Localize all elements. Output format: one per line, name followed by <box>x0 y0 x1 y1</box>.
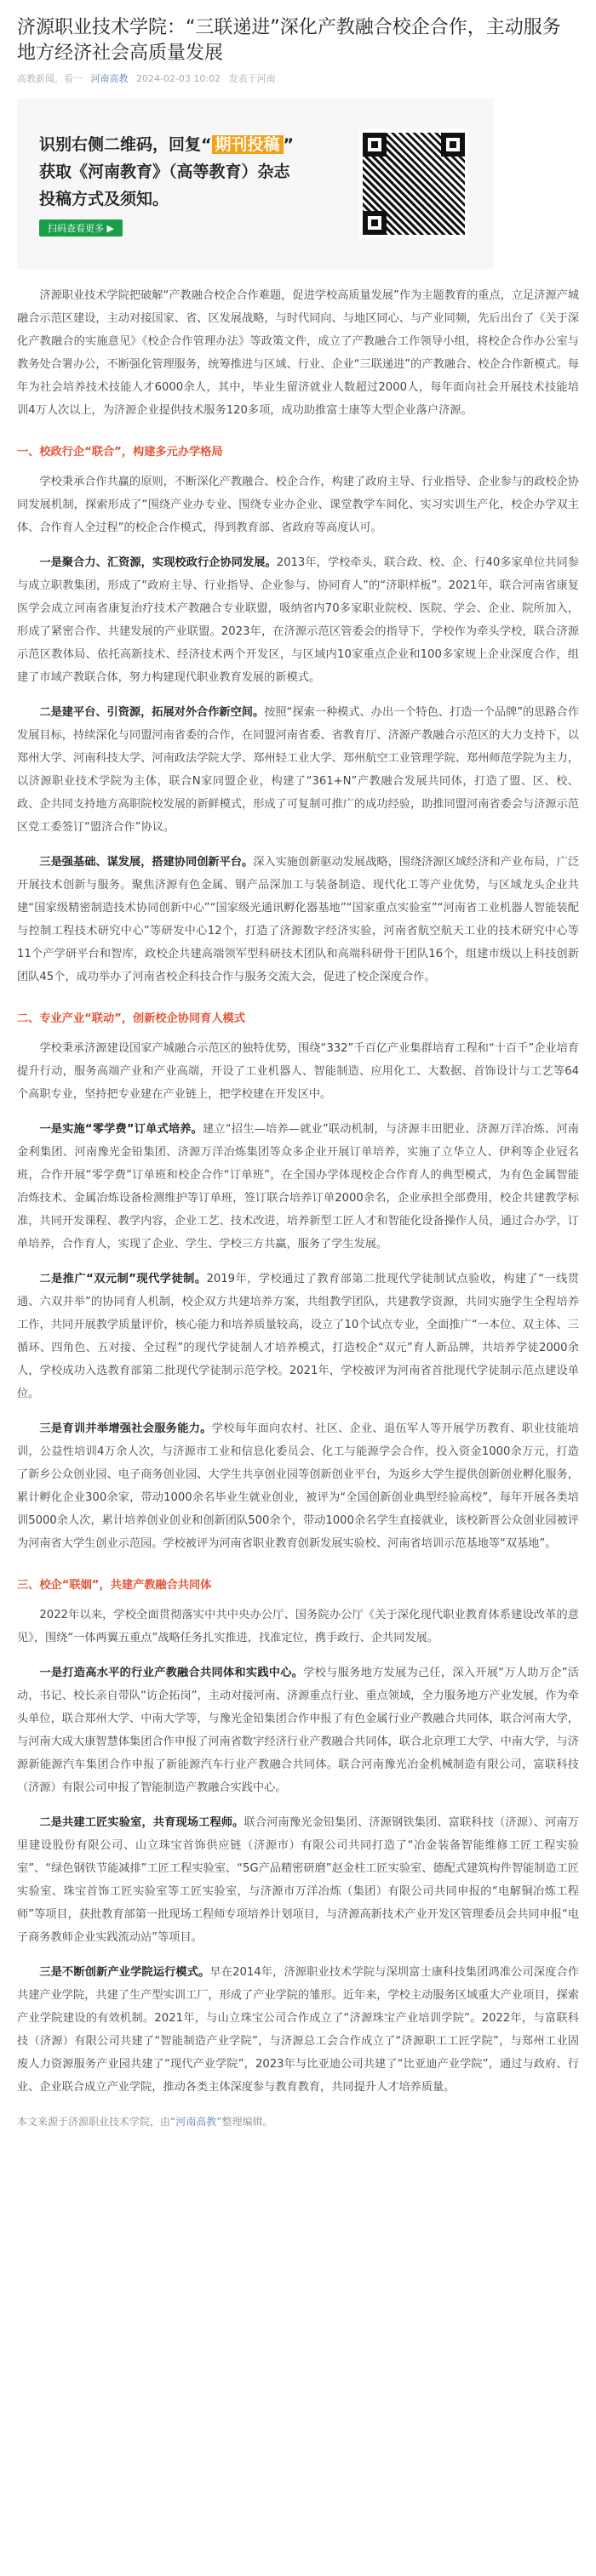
section-paragraph: 二是推广“双元制”现代学徒制。2019年，学校通过了教育部第二批现代学徒制试点验收，构建了“一线贯通、六双并举”的协同育人机制，校企双方共建培养方案，共组教学团队，共建教学资源，共同实施学生全程培养工作，共同开展教学质量评价，核心能力和培养质量较高，设立了10个试点专业，全面推广“一本位、双主体、三循环、四角色、五对接、全过程”的现代学徒制人才培养模式，打造校企“双元”育人新品牌，共培养学徒2000余人，学校成功入选教育部第二批现代学徒制示范学校。2021年，学校被评为河南省首批现代学徒制示范点建设单位。 <box>17 1273 579 1400</box>
footer-source-link[interactable]: 河南高教 <box>175 2116 217 2128</box>
intro-paragraph: 济源职业技术学院把破解“产教融合校企合作难题，促进学校高质量发展”作为主题教育的重点，立足济源产城融合示范区建设，主动对接国家、省、区发展战略，与时代同向、与地区同心、与产业同频，先后出台了《关于深化产教融合的实施意见》《校企合作管理办法》等政策文件，成立了产教融合工作领导小组，将校企合作办公室与教务处合署办公，不断强化管理服务，统筹推进与区域、行业、企业“三联递进”的产教融合、校企合作新模式。每年为社会培养技术技能人才6000余人，其中，毕业生留济就业人数超过2000人，每年面向社会开展技术技能培训4万人次以上，为济源企业提供技术服务120多项，成功助推富士康等大型企业落户济源。 <box>17 289 579 417</box>
banner-text <box>17 131 359 237</box>
article-source: 高教新闻，看一 <box>17 73 83 84</box>
article-page <box>17 0 579 2129</box>
section-3 <box>17 1576 579 2099</box>
section-1 <box>17 442 579 989</box>
section-paragraph: 二是共建工匠实验室，共育现场工程师。联合河南豫光金铅集团、济源钢铁集团、富联科技（济源）、河南万里建设股份有限公司、山立珠宝首饰供应链（济源市）有限公司共同打造了“冶金装备智能维修工匠工程实验室”、“绿色钢铁节能减排”工匠工程实验室、“5G产品精密研磨”赵金柱工匠实验室、德配式建筑构件智能制造工匠实验室、珠宝首饰工匠实验室等工匠实验室，与济源市万洋冶炼（集团）有限公司共同申报的“电解铜冶炼工程师”等项目，获批教育部第一批现场工程师专项培养计划项目，与济源高新技术产业开发区管理委员会共同申报“电子商务教师企业实践流动站”等项目。 <box>17 1816 579 1944</box>
section-paragraph: 学校秉承合作共赢的原则，不断深化产教融合、校企合作，构建了政府主导、行业指导、企业参与的政校企协同发展机制，探索形成了“围绕产业办专业、围绕专业办企业、课堂教学车间化、实习实训生产化，校企办学双主体、合作育人全过程”的校企合作模式，得到教育部、省政府等高度认可。 <box>17 476 579 534</box>
section-paragraph: 一是实施“零学费”订单式培养。建立“招生—培养—就业”联动机制，与济源丰田肥业、济源万洋冶炼、河南金利集团、河南豫光金铅集团、济源万洋冶炼集团等众多企业开展订单培养，实施了立华立人、伊利等企业冠名班，合作开展“零学费”订单班和校企合作“订单班”，在全国办学体现校企合作育人的典型模式，为有色金属智能冶炼技术、金属冶炼设备检测维护等订单班，签订联合培养订单2000余名，企业承担全部费用，校企共建教学标准，共同开发课程、教学内容，企业工艺、技术改进，培养新型工匠人才和智能化设备操作人员，通过合办学，订单培养，合作育人，实现了企业、学生、学校三方共赢，服务了学生发展。 <box>17 1123 579 1251</box>
article-footer: 本文来源于济源职业技术学院，由“河南高教”整理编辑。 <box>17 2116 273 2128</box>
article-place: 发表于河南 <box>228 73 276 84</box>
section-heading: 三、校企“联姻”，共建产教融合共同体 <box>17 1579 212 1592</box>
section-2 <box>17 1009 579 1555</box>
article-author-link[interactable]: 河南高教 <box>90 73 129 84</box>
section-paragraph: 2022年以来，学校全面贯彻落实中共中央办公厅、国务院办公厅《关于深化现代职业教育体系建设改革的意见》，围绕“一体两翼五重点”战略任务扎实推进，找准定位，携手政行、企共同发展。 <box>17 1609 579 1644</box>
article-date: 2024-02-03 10:02 <box>136 73 221 84</box>
section-paragraph: 三是不断创新产业学院运行模式。早在2014年，济源职业技术学院与深圳富士康科技集团鸿准公司深度合作共建产业学院，共建了生产型实训工厂，形成了产业学院的雏形。近年来，学校主动服务区域重大产业项目，探索产业学院建设的有效机制。2021年，与山立珠宝公司合作成立了“济源珠宝产业培训学院”。2022年，与富联科技（济源）有限公司共建了“智能制造产业学院”，与济源总工会合作成立了“济源职工工匠学院”，与郑州工业固废人力资源服务产业园共建了“现代产业学院”，2023年与比亚迪公司共建了“比亚迪产业学院”，通过与政府、行业、企业联合成立产业学院，推动各类主体深度参与教育教育，共同提升人才培养质量。 <box>17 1966 579 2094</box>
qr-code-icon <box>359 129 468 238</box>
section-heading: 二、专业产业“联动”，创新校企协同育人模式 <box>17 1012 245 1025</box>
banner-line-2: 获取《河南教育》（高等教育）杂志 <box>39 162 290 181</box>
section-paragraph: 学校秉承济源建设国家产城融合示范区的独特优势，围绕“332”千百亿产业集群培育工程和“十百千”企业培育提升行动，服务高端产业和产业高端，开设了工业机器人、智能制造、应用化工、大数据、首饰设计与工艺等64个高职专业，坚持把专业建在产业链上，把学校建在开发区中。 <box>17 1042 579 1101</box>
banner-line-3: 投稿方式及须知。 <box>39 190 169 208</box>
banner-highlight: 期刊投稿 <box>212 135 284 154</box>
section-paragraph: 三是育训并举增强社会服务能力。学校每年面向农村、社区、企业、退伍军人等开展学历教育、职业技能培训，公益性培训4万余人次，与济源市工业和信息化委员会、化工与能源学会合作，投入资金1000余万元，打造了新乡公众创业园、电子商务创业园、大学生共享创业园等创新创业平台，为返乡大学生提供创新创业孵化服务，累计孵化企业300余家，带动1000余名毕业生就业创业，被评为“全国创新创业典型经验高校”，每年开展各类培训5000余人次，累计培养创业创业和创新团队500余个，带动1000余名学生直接就业，该校新晋公众创业园被评为河南省大学生创业示范园。学校被评为河南省职业教育创新发展实验校、河南省培训示范基地等“双基地”。 <box>17 1422 579 1550</box>
section-paragraph: 一是打造高水平的行业产教融合共同体和实践中心。学校与服务地方发展为己任，深入开展“万人助万企”活动，书记、校长亲自带队“访企拓岗”，主动对接河南、济源重点行业、重点领域，全力服务地方产业发展，作为牵头单位，联合郑州大学、中南大学等，与豫光金铅集团合作申报了有色金属行业产教融合共同体，联合河南大学，与河南大成大康智慧体集团合作申报了河南省数字经济行业产教融合共同体，联合北京理工大学、中南大学，与济源新能源汽车集团合作申报了新能源汽车行业产教融合共同体。联合河南豫光冶金机械制造有限公司，富联科技（济源）有限公司申报了智能制造产教融合实践中心。 <box>17 1667 579 1794</box>
scan-more-button[interactable]: 扫码查看更多 ▶ <box>39 219 123 237</box>
article-meta <box>17 71 579 85</box>
promo-banner[interactable] <box>17 99 494 269</box>
banner-line-1: 识别右侧二维码，回复“ 期刊投稿 ” <box>39 135 295 154</box>
article-title: 济源职业技术学院：“三联递进”深化产教融合校企合作，主动服务地方经济社会高质量发展 <box>17 17 561 64</box>
section-heading: 一、校政行企“联合”，构建多元办学格局 <box>17 446 223 459</box>
section-paragraph: 三是强基础、谋发展，搭建协同创新平台。深入实施创新驱动发展战略，围绕济源区域经济和产业布局，广泛开展技术创新与服务。聚焦济源有色金属、钢产品深加工与装备制造、现代化工等产业优势，与区域龙头企业共建“国家级精密制造技术协同创新中心”“国家级光通讯孵化器基地”“国家重点实验室”“河南省工业机器人智能装配与控制工程技术研究中心”等研发中心12个，打造了济源数字经济实验，河南省航空航天工业的技术研究中心等11个产学研平台和智库，政校企共建高端领军型科研技术团队和高端科研骨干团队16个，组建市级以上科技创新团队45个，成功举办了河南省校企科技合作与服务交流大会，促进了校企深度合作。 <box>17 856 580 983</box>
section-paragraph: 二是建平台、引资源，拓展对外合作新空间。按照“探索一种模式、办出一个特色、打造一个品牌”的思路合作发展目标，持续深化与同盟河南省委的合作，在同盟河南省委、省教育厅、济源产教融合示范区的大力支持下，以郑州大学、河南科技大学、河南政法学院大学、郑州轻工业大学、郑州航空工业管理学院、郑州师范学院为主力，以济源职业技术学院为主体，联合N家同盟企业，构建了“361+N”产教融合发展共同体，打造了盟、区、校、政、企共同支持地方高职院校发展的新鲜模式，形成了可复制可推广的成功经验，助推同盟河南省委会与济源示范区党工委签订“盟济合作”协议。 <box>17 706 580 834</box>
section-paragraph: 一是聚合力、汇资源，实现校政行企协同发展。2013年，学校牵头，联合政、校、企、行40多家单位共同参与成立职教集团，形成了“政府主导、行业指导、企业参与、协同育人”的“济职样板”。2021年，联合河南省康复医学会成立河南省康复治疗技术产教融合专业联盟，吸纳省内70多家职业院校、医院、学会、企业、院所加入，形成了紧密合作、共建发展的产业联盟。2023年，在济源示范区管委会的指导下，学校作为牵头学校，联合济源示范区教体局、依托高新技术、经济技术两个开发区，与区域内10家重点企业和100多家规上企业深度合作，组建了市域产教联合体，努力构建现代职业教育发展的新模式。 <box>17 556 579 684</box>
